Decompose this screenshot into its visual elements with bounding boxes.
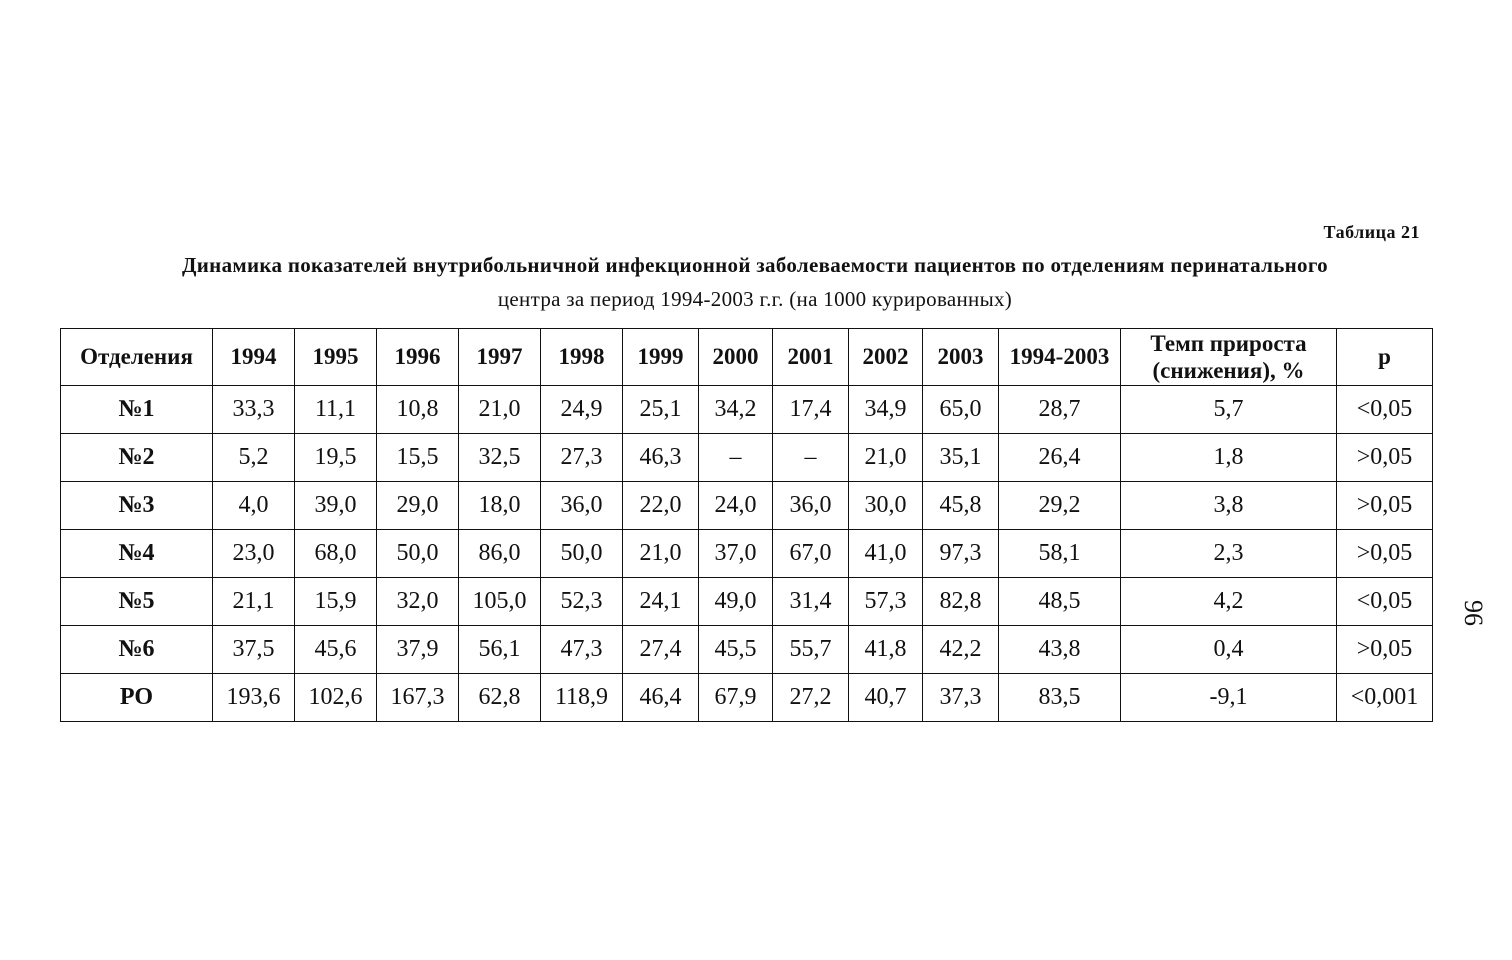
- value-cell: 2,3: [1121, 530, 1337, 578]
- value-cell: 10,8: [377, 386, 459, 434]
- value-cell: 30,0: [849, 482, 923, 530]
- value-cell: 27,3: [541, 434, 623, 482]
- value-cell: 37,5: [213, 626, 295, 674]
- value-cell: 5,7: [1121, 386, 1337, 434]
- header-cell: 1995: [295, 329, 377, 386]
- value-cell: 23,0: [213, 530, 295, 578]
- value-cell: 118,9: [541, 674, 623, 722]
- header-cell: 1998: [541, 329, 623, 386]
- value-cell: 83,5: [999, 674, 1121, 722]
- table-label: Таблица 21: [1323, 222, 1420, 242]
- value-cell: 52,3: [541, 578, 623, 626]
- header-cell: Отделения: [61, 329, 213, 386]
- value-cell: 11,1: [295, 386, 377, 434]
- header-cell: 1994-2003: [999, 329, 1121, 386]
- value-cell: 21,0: [849, 434, 923, 482]
- department-cell: №4: [61, 530, 213, 578]
- value-cell: 34,2: [699, 386, 773, 434]
- value-cell: 67,0: [773, 530, 849, 578]
- value-cell: 49,0: [699, 578, 773, 626]
- value-cell: -9,1: [1121, 674, 1337, 722]
- header-cell: 1997: [459, 329, 541, 386]
- value-cell: 27,2: [773, 674, 849, 722]
- value-cell: 29,2: [999, 482, 1121, 530]
- page-number: 96: [1459, 600, 1488, 626]
- table-title-line-2: центра за период 1994-2003 г.г. (на 1000 курированных): [497, 287, 1013, 311]
- table-row: [61, 482, 1433, 530]
- table-row: [61, 386, 1433, 434]
- table-row: [61, 578, 1433, 626]
- value-cell: 29,0: [377, 482, 459, 530]
- value-cell: –: [773, 434, 849, 482]
- table-header-row: [61, 329, 1433, 386]
- value-cell: 58,1: [999, 530, 1121, 578]
- header-cell: 2001: [773, 329, 849, 386]
- value-cell: 105,0: [459, 578, 541, 626]
- department-cell: РО: [61, 674, 213, 722]
- table-body: [61, 386, 1433, 722]
- header-cell: 2000: [699, 329, 773, 386]
- value-cell: <0,001: [1337, 674, 1433, 722]
- value-cell: 67,9: [699, 674, 773, 722]
- table-row: [61, 530, 1433, 578]
- value-cell: 43,8: [999, 626, 1121, 674]
- value-cell: 27,4: [623, 626, 699, 674]
- table-row: [61, 626, 1433, 674]
- value-cell: 28,7: [999, 386, 1121, 434]
- department-cell: №3: [61, 482, 213, 530]
- value-cell: 193,6: [213, 674, 295, 722]
- header-cell: 1996: [377, 329, 459, 386]
- value-cell: 57,3: [849, 578, 923, 626]
- department-cell: №5: [61, 578, 213, 626]
- value-cell: 68,0: [295, 530, 377, 578]
- value-cell: 62,8: [459, 674, 541, 722]
- value-cell: 65,0: [923, 386, 999, 434]
- value-cell: >0,05: [1337, 482, 1433, 530]
- value-cell: <0,05: [1337, 386, 1433, 434]
- value-cell: 37,3: [923, 674, 999, 722]
- header-cell: Темп прироста (снижения), %: [1121, 329, 1337, 386]
- value-cell: 32,5: [459, 434, 541, 482]
- value-cell: 82,8: [923, 578, 999, 626]
- value-cell: 37,9: [377, 626, 459, 674]
- value-cell: 17,4: [773, 386, 849, 434]
- value-cell: <0,05: [1337, 578, 1433, 626]
- value-cell: 97,3: [923, 530, 999, 578]
- value-cell: >0,05: [1337, 626, 1433, 674]
- value-cell: 37,0: [699, 530, 773, 578]
- header-cell: 1994: [213, 329, 295, 386]
- value-cell: 1,8: [1121, 434, 1337, 482]
- value-cell: 0,4: [1121, 626, 1337, 674]
- value-cell: 47,3: [541, 626, 623, 674]
- value-cell: 45,6: [295, 626, 377, 674]
- value-cell: 4,0: [213, 482, 295, 530]
- value-cell: 102,6: [295, 674, 377, 722]
- value-cell: 50,0: [377, 530, 459, 578]
- value-cell: 55,7: [773, 626, 849, 674]
- value-cell: 25,1: [623, 386, 699, 434]
- department-cell: №6: [61, 626, 213, 674]
- value-cell: 21,0: [459, 386, 541, 434]
- header-cell: р: [1337, 329, 1433, 386]
- value-cell: 24,1: [623, 578, 699, 626]
- value-cell: 86,0: [459, 530, 541, 578]
- value-cell: 22,0: [623, 482, 699, 530]
- table-row: [61, 674, 1433, 722]
- value-cell: 5,2: [213, 434, 295, 482]
- value-cell: 15,5: [377, 434, 459, 482]
- value-cell: 19,5: [295, 434, 377, 482]
- department-cell: №1: [61, 386, 213, 434]
- value-cell: 21,1: [213, 578, 295, 626]
- value-cell: 32,0: [377, 578, 459, 626]
- value-cell: 36,0: [541, 482, 623, 530]
- incidence-table: [60, 328, 1433, 722]
- value-cell: 45,8: [923, 482, 999, 530]
- header-cell: 2002: [849, 329, 923, 386]
- value-cell: –: [699, 434, 773, 482]
- header-cell: 1999: [623, 329, 699, 386]
- table-title-line-1: Динамика показателей внутрибольничной инфекционной заболеваемости пациентов по отделениям перинатального: [182, 253, 1328, 277]
- value-cell: 31,4: [773, 578, 849, 626]
- value-cell: 36,0: [773, 482, 849, 530]
- department-cell: №2: [61, 434, 213, 482]
- header-cell: 2003: [923, 329, 999, 386]
- value-cell: 39,0: [295, 482, 377, 530]
- value-cell: 40,7: [849, 674, 923, 722]
- value-cell: 24,0: [699, 482, 773, 530]
- value-cell: 41,0: [849, 530, 923, 578]
- value-cell: 24,9: [541, 386, 623, 434]
- value-cell: >0,05: [1337, 434, 1433, 482]
- value-cell: 35,1: [923, 434, 999, 482]
- value-cell: 56,1: [459, 626, 541, 674]
- value-cell: 26,4: [999, 434, 1121, 482]
- value-cell: 21,0: [623, 530, 699, 578]
- value-cell: 50,0: [541, 530, 623, 578]
- value-cell: 46,4: [623, 674, 699, 722]
- value-cell: 3,8: [1121, 482, 1337, 530]
- value-cell: 42,2: [923, 626, 999, 674]
- value-cell: 4,2: [1121, 578, 1337, 626]
- value-cell: 46,3: [623, 434, 699, 482]
- value-cell: >0,05: [1337, 530, 1433, 578]
- value-cell: 167,3: [377, 674, 459, 722]
- value-cell: 45,5: [699, 626, 773, 674]
- value-cell: 33,3: [213, 386, 295, 434]
- value-cell: 48,5: [999, 578, 1121, 626]
- value-cell: 15,9: [295, 578, 377, 626]
- table-row: [61, 434, 1433, 482]
- value-cell: 18,0: [459, 482, 541, 530]
- value-cell: 41,8: [849, 626, 923, 674]
- value-cell: 34,9: [849, 386, 923, 434]
